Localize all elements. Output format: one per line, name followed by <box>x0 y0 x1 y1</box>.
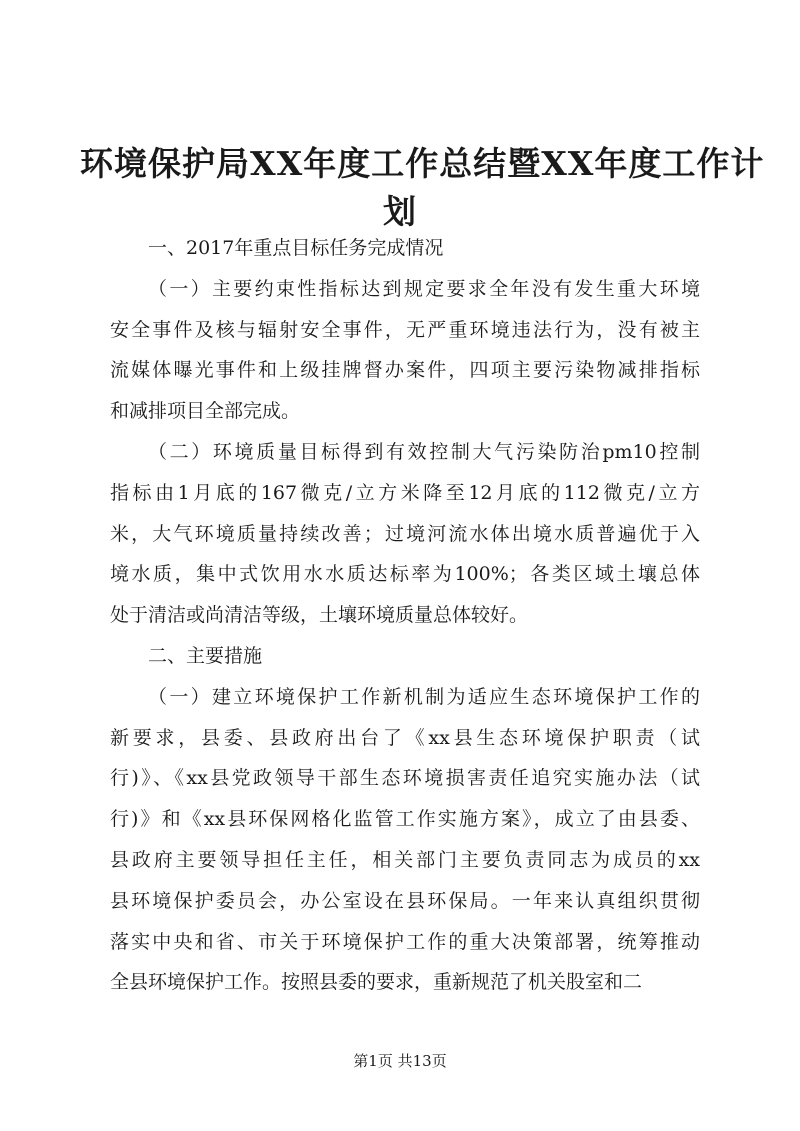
document-body <box>110 228 700 1003</box>
document-title <box>80 140 765 236</box>
section-heading <box>110 636 700 677</box>
text-line: 县环境保护委员会，办公室设在县环保局。一年来认真组织贯彻 <box>110 889 700 912</box>
text-line: 新要求，县委、县政府出台了《xx县生态环境保护职责（试 <box>110 726 700 749</box>
text-line: 行)》和《xx县环保网格化监管工作实施方案》，成立了由县委、 <box>110 808 700 831</box>
text-line: 和减排项目全部完成。 <box>110 400 301 423</box>
text-line: 行)》、《xx县党政领导干部生态环境损害责任追究实施办法（试 <box>110 767 700 790</box>
text-line: 二、主要措施 <box>148 644 263 667</box>
text-line: 境水质，集中式饮用水水质达标率为100%；各类区域土壤总体 <box>110 563 700 586</box>
text-line: 指标由1月底的167微克/立方米降至12月底的112微克/立方 <box>110 481 700 504</box>
paragraph <box>110 677 700 1003</box>
text-line: 落实中央和省、市关于环境保护工作的重大决策部署，统筹推动 <box>110 930 700 953</box>
title-line: 划 <box>383 192 417 231</box>
text-line: （一）主要约束性指标达到规定要求全年没有发生重大环境 <box>148 277 700 300</box>
text-line: 处于清洁或尚清洁等级，土壤环境质量总体较好。 <box>110 604 529 627</box>
text-line: （二）环境质量目标得到有效控制大气污染防治pm10控制 <box>148 440 700 463</box>
paragraph <box>110 269 700 432</box>
page-footer: 第1页 共13页 <box>353 1052 447 1070</box>
text-line: 米，大气环境质量持续改善；过境河流水体出境水质普遍优于入 <box>110 522 700 545</box>
text-line: 一、2017年重点目标任务完成情况 <box>148 237 444 259</box>
text-line: （一）建立环境保护工作新机制为适应生态环境保护工作的 <box>148 685 700 708</box>
paragraph <box>110 432 700 636</box>
text-line: 安全事件及核与辐射安全事件，无严重环境违法行为，没有被主 <box>110 318 700 341</box>
title-line: 环境保护局XX年度工作总结暨XX年度工作计 <box>80 144 765 183</box>
text-line: 流媒体曝光事件和上级挂牌督办案件，四项主要污染物减排指标 <box>110 359 700 382</box>
text-line: 县政府主要领导担任主任，相关部门主要负责同志为成员的xx <box>110 848 700 871</box>
section-heading <box>110 228 700 269</box>
text-line: 全县环境保护工作。按照县委的要求，重新规范了机关股室和二 <box>110 971 643 994</box>
